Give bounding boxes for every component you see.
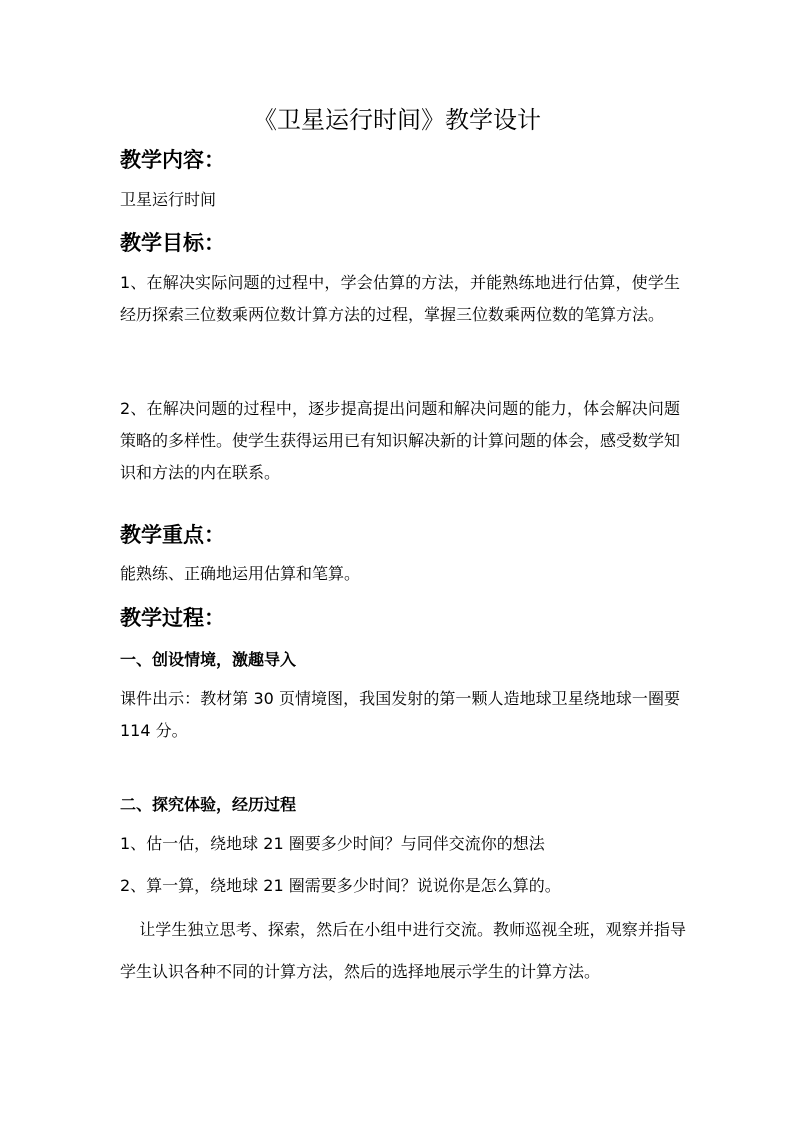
- heading-objectives: 教学目标：: [120, 230, 225, 255]
- content-text: 卫星运行时间: [120, 190, 217, 209]
- section2-heading: 二、探究体验，经历过程: [120, 795, 297, 814]
- section2-paragraph: 让学生独立思考、探索，然后在小组中进行交流。教师巡视全班，观察并指导学生认识各种不同的计算方法，然后的选择地展示学生的计算方法。: [120, 920, 686, 981]
- section2-item-1: 1、估一估，绕地球 21 圈要多少时间？与同伴交流你的想法: [120, 834, 545, 853]
- heading-content: 教学内容：: [120, 147, 225, 172]
- heading-key-points: 教学重点：: [120, 522, 225, 547]
- objective-item-2: 2、在解决问题的过程中，逐步提高提出问题和解决问题的能力，体会解决问题策略的多样性。使学生获得运用已有知识解决新的计算问题的体会，感受数学知识和方法的内在联系。: [120, 399, 681, 482]
- heading-process: 教学过程：: [120, 605, 225, 630]
- objective-item-1: 1、在解决实际问题的过程中，学会估算的方法，并能熟练地进行估算，使学生经历探索三位数乘两位数计算方法的过程，掌握三位数乘两位数的笔算方法。: [120, 273, 680, 324]
- section1-text: 课件出示：教材第 30 页情境图，我国发射的第一颗人造地球卫星绕地球一圈要 114 分。: [120, 689, 680, 740]
- document-title: 《卫星运行时间》教学设计: [253, 106, 541, 134]
- key-points-text: 能熟练、正确地运用估算和笔算。: [120, 564, 361, 583]
- section1-heading: 一、创设情境，激趣导入: [120, 650, 297, 669]
- section2-item-2: 2、算一算，绕地球 21 圈需要多少时间？说说你是怎么算的。: [120, 876, 561, 895]
